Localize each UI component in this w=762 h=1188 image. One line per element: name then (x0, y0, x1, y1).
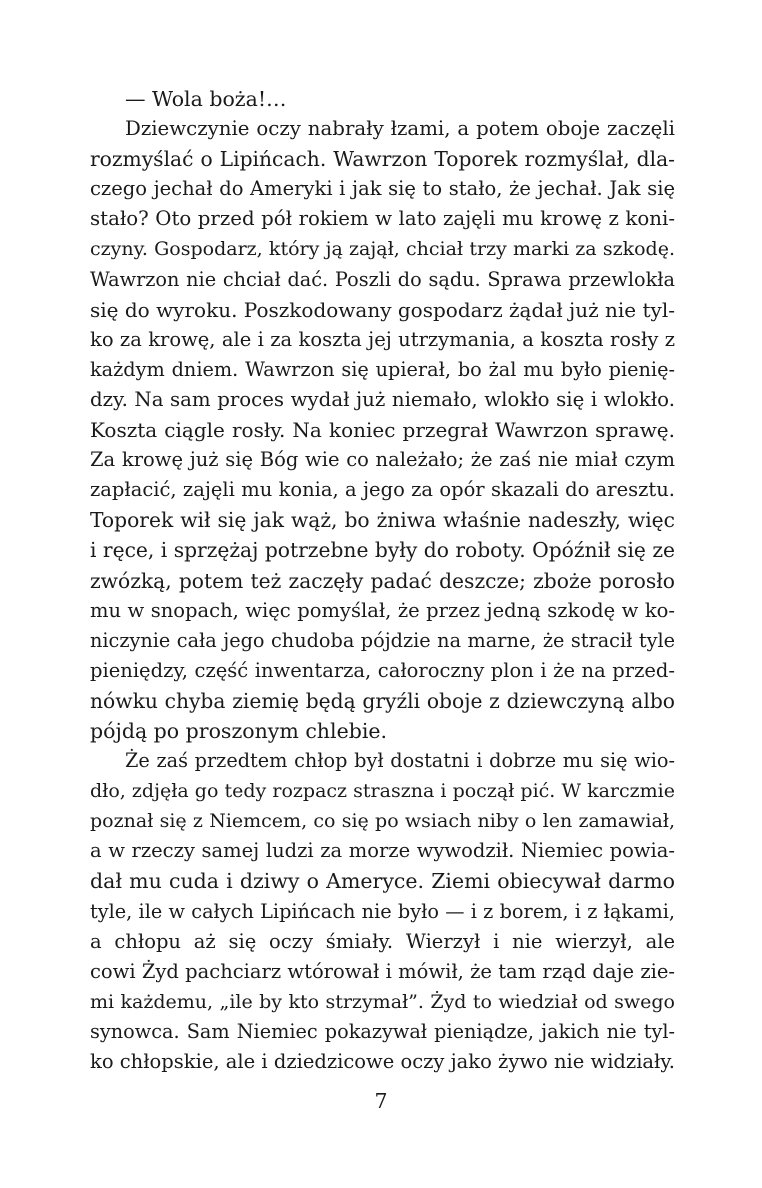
text-line: a w rzeczy samej ludzi za morze wywodził. Niemiec powia- (90, 839, 675, 863)
text-line: rozmyślać o Lipińcach. Wawrzon Toporek rozmyślał, dla- (90, 147, 675, 172)
text-line: tyle, ile w całych Lipińcach nie było — i z borem, i z łąkami, (90, 899, 675, 923)
text-line: czego jechał do Ameryki i jak się to stało, że jechał. Jak się (90, 177, 675, 201)
text-line: nówku chyba ziemię będą gryźli oboje z dziewczyną albo (90, 688, 675, 713)
text-line: — Wola boża!… (125, 87, 287, 111)
text-line: Toporek wił się jak wąż, bo żniwa właśnie nadeszły, więc (90, 508, 675, 533)
text-line: synowca. Sam Niemiec pokazywał pieniądze, jakich nie tyl- (90, 1019, 675, 1043)
text-line: zapłacić, zajęli mu konia, a jego za opór skazali do aresztu. (90, 478, 675, 502)
text-line: cowi Żyd pachciarz wtórował i mówił, że tam rząd daje zie- (90, 959, 675, 983)
text-line: dło, zdjęła go tedy rozpacz straszna i począł pić. W karczmie (90, 780, 675, 803)
text-line: Wawrzon nie chciał dać. Poszli do sądu. Sprawa przewlokła (90, 267, 675, 291)
text-line: stało? Oto przed pół rokiem w lato zajęli mu krowę z koni- (90, 207, 675, 231)
text-line: poznał się z Niemcem, co się po wsiach niby o len zamawiał, (90, 810, 675, 833)
text-line: niczynie cała jego chudoba pójdzie na marne, że stracił tyle (90, 628, 675, 652)
body-text (90, 84, 675, 1077)
text-line: zwózką, potem też zaczęły padać deszcze; zboże porosło (90, 568, 675, 593)
text-line: ko za krowę, ale i za koszta jej utrzymania, a koszta rosły z (90, 327, 675, 351)
text-line: i ręce, i sprzężaj potrzebne były do roboty. Opóźnił się ze (90, 538, 675, 563)
text-line: każdym dniem. Wawrzon się upierał, bo żal mu było pienię- (90, 357, 675, 381)
text-line: a chłopu aż się oczy śmiały. Wierzył i nie wierzył, ale (90, 929, 675, 953)
text-line: mu w snopach, więc pomyślał, że przez jedną szkodę w ko- (90, 598, 675, 622)
text-line: dał mu cuda i dziwy o Ameryce. Ziemi obiecywał darmo (90, 869, 675, 894)
text-line: Koszta ciągle rosły. Na koniec przegrał Wawrzon sprawę. (90, 418, 675, 443)
text-line: pójdą po proszonym chlebie. (90, 718, 388, 743)
text-line: Że zaś przedtem chłop był dostatni i dobrze mu się wio- (125, 749, 675, 773)
text-line: czyny. Gospodarz, który ją zajął, chciał trzy marki za szkodę. (90, 238, 675, 261)
text-line: pieniędzy, część inwentarza, całoroczny plon i że na przed- (90, 658, 675, 682)
text-line: ko chłopskie, ale i dziedzicowe oczy jako żywo nie widziały. (90, 1050, 675, 1073)
text-line: Dziewczynie oczy nabrały łzami, a potem oboje zaczęli (125, 117, 675, 141)
text-line: się do wyroku. Poszkodowany gospodarz żądał już nie tyl- (90, 297, 675, 322)
text-line: dzy. Na sam proces wydał już niemało, wlokło się i wlokło. (90, 387, 675, 411)
text-line: Za krowę już się Bóg wie co należało; że zaś nie miał czym (90, 448, 675, 472)
text-line: mi każdemu, „ile by kto strzymał”. Żyd to wiedział od swego (90, 990, 675, 1013)
page-number: 7 (374, 1089, 388, 1113)
